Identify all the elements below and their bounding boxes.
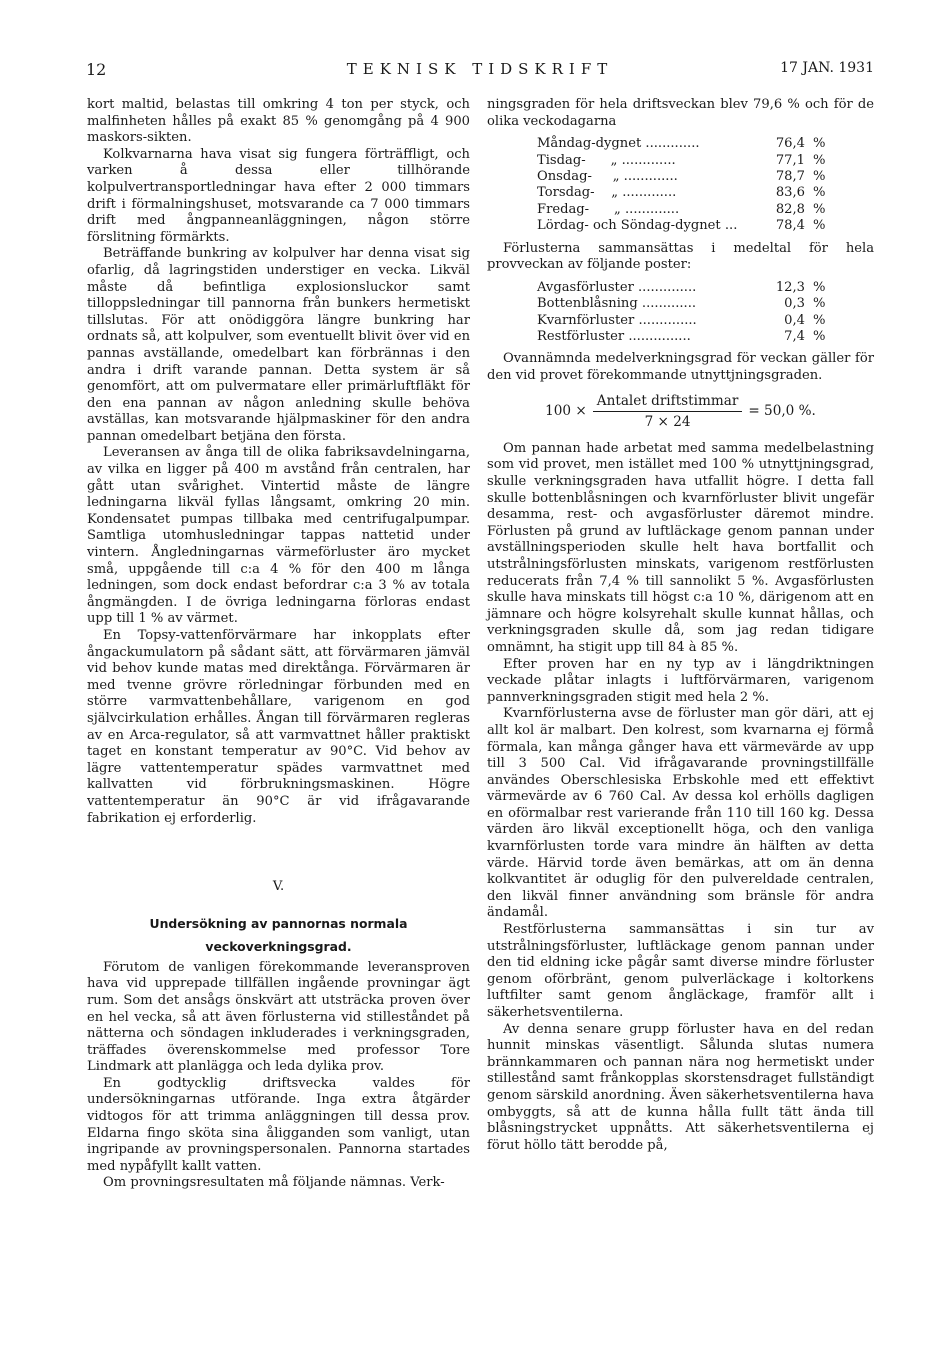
row-label: Kvarnförluster [537, 312, 635, 328]
formula-result: = 50,0 %. [748, 403, 816, 420]
row-unit: % [813, 169, 826, 184]
formula-numerator: Antalet driftstimmar [593, 393, 743, 413]
row-value: 76,4 [775, 136, 805, 152]
leader-dots: ............. [623, 169, 678, 184]
row-value: 7,4 [784, 329, 805, 345]
paragraph: Förlusterna sammansättas i medeltal för hela provveckan av följande poster: [487, 240, 874, 273]
section-title: Undersökning av pannornas normala veckoverkningsgrad. [149, 915, 408, 954]
paragraph: Förutom de vanligen förekommande leveransproven hava vid upprepade tillfällen ingående provningar ägt rum. Som det ansågs önskvärt att utsträcka proven över en hel vecka, så att även förlusterna vid stilleståndet på nätterna och söndagen inkluderades i verkningsgraden, träffades överenskommelse med professor Tore Lindmark att planlägga och leda dylika prov. [87, 959, 470, 1075]
leader-dots: ............. [621, 152, 676, 168]
row-unit: % [813, 296, 826, 312]
row-value: 0,3 [784, 296, 805, 312]
loss-breakdown-table [537, 280, 825, 346]
paragraph: En Topsy-vattenförvärmare har inkopplats efter ångackumulatorn på sådant sätt, att förvärmaren jämväl vid behov kunde matas med direktånga. Förvärmaren är med tvenne grövre rörledningar förbunden med en större varmvattenbehållare, varigenom en god självcirkulation erhålles. Ångan till förvärmaren regleras av en Arca-regulator, så att varmvattnet håller praktiskt taget en konstant temperatur av 90°C. Vid behov av lägre vattentemperatur spädes varmvattnet med kallvatten vid förbrukningsmaskinen. Högre vattentemperatur än 90°C är vid ifrågavarande fabrikation ej erforderlig. [87, 628, 470, 826]
running-header [86, 60, 874, 80]
table-row [537, 280, 825, 296]
row-value: 12,3 [775, 279, 805, 295]
row-value: 82,8 [775, 201, 805, 217]
table-row [537, 169, 825, 185]
row-unit: % [813, 201, 826, 217]
row-unit: % [813, 218, 826, 234]
row-value: 78,7 [775, 169, 805, 184]
row-label: Bottenblåsning [537, 296, 638, 312]
row-unit: % [813, 185, 826, 201]
row-label: Måndag-dygnet [537, 136, 642, 152]
weekday-efficiency-table [537, 136, 825, 234]
paragraph: Om provningsresultaten må följande nämnas. Verk- [103, 1175, 445, 1191]
row-unit: % [813, 279, 826, 295]
right-column [487, 97, 874, 1154]
paragraph: Ovannämnda medelverkningsgrad för veckan gäller för den vid provet förekommande utnyttjningsgraden. [487, 351, 874, 384]
row-unit: % [813, 136, 826, 152]
row-unit: % [813, 152, 826, 168]
row-label: Tisdag- „ [537, 152, 618, 168]
row-value: 77,1 [775, 152, 805, 168]
formula-fraction [593, 393, 743, 431]
row-label: Lördag- och Söndag-dygnet [537, 218, 721, 234]
utilization-formula [487, 393, 874, 431]
paragraph: Leveransen av ånga till de olika fabriksavdelningarna, av vilka en ligger på 400 m avstånd från centralen, har gått utan svårighet. Vintertid måste de längre ledningarna likväl fyllas långsamt, omkring 20 min. Kondensatet pumpas tillbaka med centrifugalpumpar. Samtliga utomhusledningar tappas nattetid under vintern. Ångledningarnas värmeförluster äro mycket små, uppgående till c:a 4 % för den 400 m långa ledningen, som dock endast befordrar c:a 3 % av totala ångmängden. I de övriga ledningarna förloras endast upp till 1 % av värmet. [87, 445, 470, 627]
table-row [537, 296, 825, 312]
leader-dots: ............. [622, 185, 677, 201]
table-row [537, 136, 825, 152]
paragraph: Kolkvarnarna hava visat sig fungera förträffligt, och varken å dessa eller tillhörande kolpulvertransportledningar hava efter 2 000 timmars drift i förmalningshuset, motsvarande ca 7 000 timmars drift med ångpanneanläggningen, någon större förslitning förmärkts. [87, 146, 470, 245]
table-row [537, 218, 825, 234]
paragraph: Kvarnförlusterna avse de förluster man gör däri, att ej allt kol är malbart. Den kolrest, som kvarnarna ej förmå förmala, kan många gånger hava ett värmevärde av upp till 3 500 Cal. Vid ifrågavarande provningstillfälle användes Oberschlesiska Erbskohle med ett effektivt värmevärde av 6 760 Cal. Av dessa kol erhölls dagligen en oförmalbar rest varierande från 110 till 160 kg. Dessa värden äro likväl exceptionellt höga, och den vanliga kvarnförlusten torde vara mindre än hälften av detta värde. Härvid torde även bemärkas, att om än denna kolkvantitet är oduglig för den pulvereldade centralen, den likväl finner användning som bränsle för andra ändamål. [487, 706, 874, 921]
formula-factor: 100 × [545, 403, 587, 420]
table-row [537, 329, 825, 345]
page-number: 12 [86, 60, 107, 79]
leader-dots: ............. [645, 136, 700, 152]
row-label: Fredag- „ [537, 201, 621, 217]
row-label: Torsdag- „ [537, 185, 619, 201]
paragraph: Restförlusterna sammansättas i sin tur av utstrålningsförluster, luftläckage genom pannan under den tid eldning icke pågår samt diverse mindre förluster genom oförbränt, genom pulverläckage i koltorkens luftfilter samt genom ångläckage, framför allt i säkerhetsventilerna. [487, 922, 874, 1020]
row-label: Restförluster [537, 329, 625, 345]
leader-dots: .............. [638, 312, 697, 328]
table-row [537, 185, 825, 201]
row-value: 78,4 [775, 218, 805, 234]
row-label: Avgasförluster [537, 279, 634, 295]
paragraph: ningsgraden för hela driftsveckan blev 79,6 % och för de olika veckodagarna [487, 97, 874, 129]
paragraph: Efter proven har en ny typ av i längdriktningen veckade plåtar inlagts i luftförvärmaren, varigenom pannverkningsgraden stigit med hela 2 %. [487, 656, 874, 705]
journal-title: TEKNISK TIDSKRIFT [346, 60, 614, 78]
table-row [537, 153, 825, 169]
paragraph: Om pannan hade arbetat med samma medelbelastning som vid provet, men istället med 100 % utnyttjningsgrad, skulle verkningsgraden hava utfallit högre. I detta fall skulle bottenblåsningen och kvarnförluster blivit ungefär desamma, rest- och avgasförluster däremot mindre. Förlusten på grund av luftläckage genom pannan under avställningsperioden skulle helt hava bortfallit och utstrålningsförlusten minskats, varigenom restförlusten reducerats från 7,4 % till sannolikt 5 %. Avgasförlusten skulle hava minskats till högst c:a 10 %, därigenom att en jämnare och högre kolsyrehalt skulle kunnat hållas, och verkningsgraden skulle då, som jag redan tidigare omnämnt, ha stigit upp till 84 à 85 %. [487, 440, 874, 655]
leader-dots: ... [724, 218, 738, 234]
leader-dots: ............... [628, 329, 691, 345]
section-number: V. [272, 879, 285, 895]
table-row [537, 202, 825, 218]
paragraph: Beträffande bunkring av kolpulver har denna visat sig ofarlig, då lagringstiden understiger en vecka. Likväl måste då befintliga explosionsluckor samt tilloppsledningar till pannorna från bunkers hermetiskt tillslutas. För att onödiggöra längre bunkring har ordnats så, att kolpulver, som eventuellt blivit över vid en pannas avställande, omedelbart kan förbrännas i den andra i drift varande pannan. Detta system är så genomfört, att om pulvermatare eller primärluftfläkt för den ena pannan av någon anledning skulle behöva avställas, kan motsvarande hjälpmaskiner för den andra pannan omedelbart betjäna den första. [87, 246, 470, 444]
paragraph: Av denna senare grupp förluster hava en del redan hunnit minskas väsentligt. Sålunda slutas numera brännkammaren och pannan nära nog hermetiskt under stillestånd samt frånkopplas skorstensdraget fullständigt genom särskild anordning. Även säkerhetsventilerna hava ombyggts, så att de kunna hålla fullt tätt ända till blåsningstrycket uppnåtts. Att säkerhetsventilerna ej förut höllo tätt berodde på, [487, 1021, 874, 1153]
row-value: 83,6 [775, 185, 805, 201]
leader-dots: ............. [641, 296, 697, 312]
leader-dots: .............. [638, 279, 697, 295]
paragraph: kort maltid, belastas till omkring 4 ton per styck, och malfinheten hålles på exakt 85 % genomgång på 4 900 maskors-sikten. [87, 97, 470, 146]
row-unit: % [813, 329, 826, 345]
row-label: Onsdag- „ [537, 169, 620, 184]
paragraph: En godtycklig driftsvecka valdes för undersökningarnas utförande. Inga extra åtgärder vidtogos för att trimma anläggningen till dessa prov. Eldarna fingo sköta sina åligganden som vanligt, utan ingripande av provningspersonalen. Pannorna startades med nypåfyllt kallt vatten. [87, 1075, 470, 1174]
issue-date: 17 JAN. 1931 [780, 60, 874, 76]
table-row [537, 313, 825, 329]
left-column [87, 97, 470, 1192]
row-unit: % [813, 312, 826, 328]
row-value: 0,4 [784, 312, 805, 328]
leader-dots: ............. [625, 201, 680, 217]
formula-denominator: 7 × 24 [644, 414, 691, 431]
